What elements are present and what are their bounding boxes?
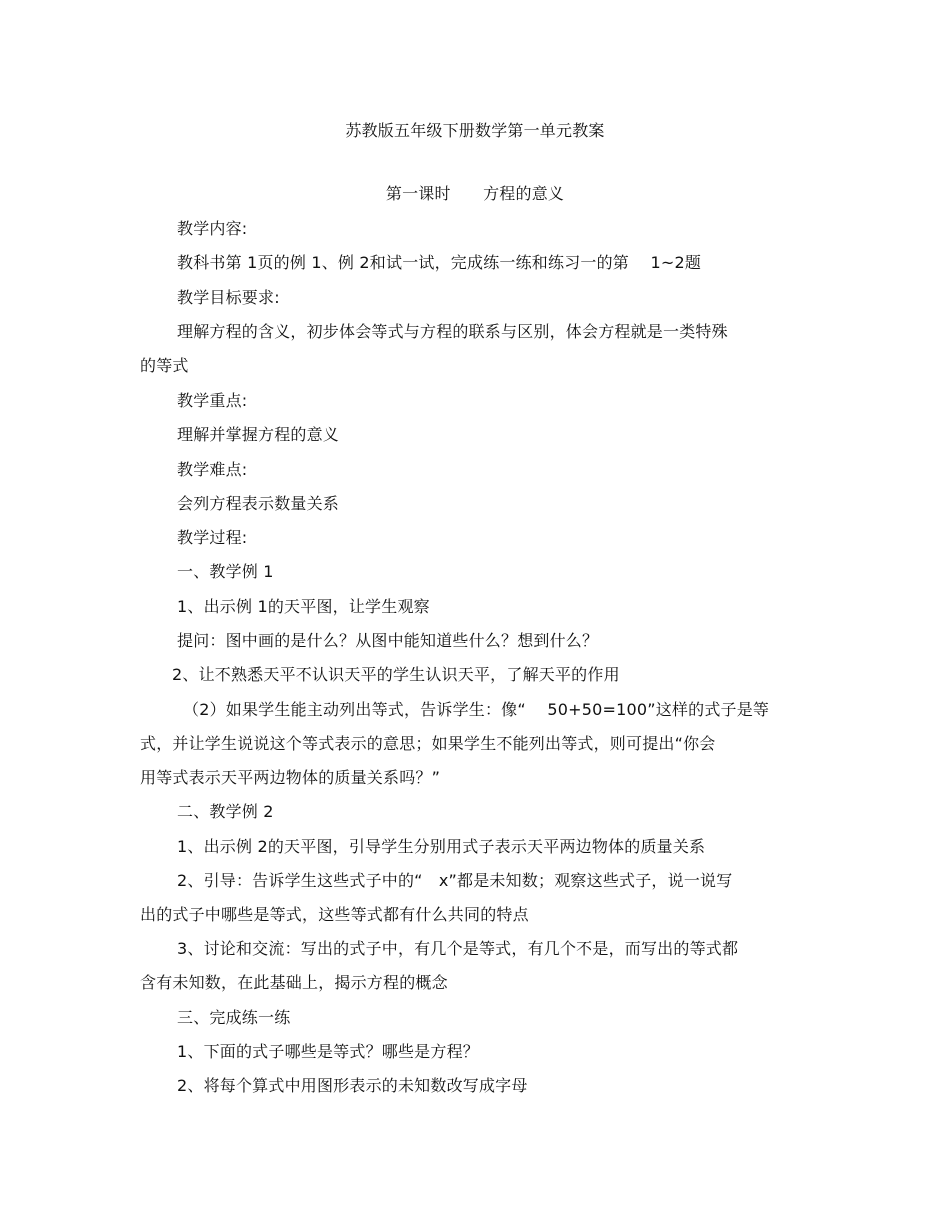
- paragraph-line: 会列方程表示数量关系: [177, 494, 340, 513]
- paragraph-line: 理解方程的含义，初步体会等式与方程的联系与区别，体会方程就是一类特殊: [177, 322, 728, 341]
- section-label-difficulties: 教学难点:: [177, 460, 248, 479]
- section-label-process: 教学过程:: [177, 528, 248, 547]
- paragraph-line: 出的式子中哪些是等式，这些等式都有什么共同的特点: [140, 905, 529, 924]
- paragraph-line: 式，并让学生说说这个等式表示的意思；如果学生不能列出等式，则可提出“你会: [140, 734, 716, 753]
- paragraph-line: 2、引导：告诉学生这些式子中的“ x”都是未知数；观察这些式子，说一说写: [177, 871, 733, 890]
- paragraph-line: （2）如果学生能主动列出等式，告诉学生：像“ 50+50=100”这样的式子是等: [183, 700, 770, 719]
- paragraph-line: 教科书第 1页的例 1、例 2和试一试，完成练一练和练习一的第 1~2题: [177, 253, 702, 272]
- paragraph-line: 1、出示例 1的天平图，让学生观察: [177, 597, 430, 616]
- section-heading: 二、教学例 2: [177, 802, 274, 821]
- paragraph-line: 含有未知数，在此基础上，揭示方程的概念: [140, 973, 448, 992]
- paragraph-line: 提问：图中画的是什么？从图中能知道些什么？想到什么？: [177, 631, 599, 650]
- paragraph-line: 1、出示例 2的天平图，引导学生分别用式子表示天平两边物体的质量关系: [177, 837, 706, 856]
- section-label-objectives: 教学目标要求:: [177, 288, 280, 307]
- lesson-title: 第一课时 方程的意义: [385, 184, 565, 203]
- section-label-content: 教学内容:: [177, 219, 248, 238]
- paragraph-line: 的等式: [140, 356, 189, 375]
- paragraph-line: 理解并掌握方程的意义: [177, 425, 340, 444]
- section-heading: 三、完成练一练: [177, 1008, 291, 1027]
- paragraph-line: 1、下面的式子哪些是等式？哪些是方程？: [177, 1042, 479, 1061]
- section-heading: 一、教学例 1: [177, 562, 274, 581]
- document-title: 苏教版五年级下册数学第一单元教案: [345, 121, 605, 140]
- paragraph-line: 2、将每个算式中用图形表示的未知数改写成字母: [177, 1076, 528, 1095]
- paragraph-line: 用等式表示天平两边物体的质量关系吗？”: [140, 768, 441, 787]
- paragraph-line: 2、让不熟悉天平不认识天平的学生认识天平，了解天平的作用: [172, 665, 620, 684]
- paragraph-line: 3、讨论和交流：写出的式子中，有几个是等式，有几个不是，而写出的等式都: [177, 939, 739, 958]
- section-label-key-points: 教学重点:: [177, 391, 248, 410]
